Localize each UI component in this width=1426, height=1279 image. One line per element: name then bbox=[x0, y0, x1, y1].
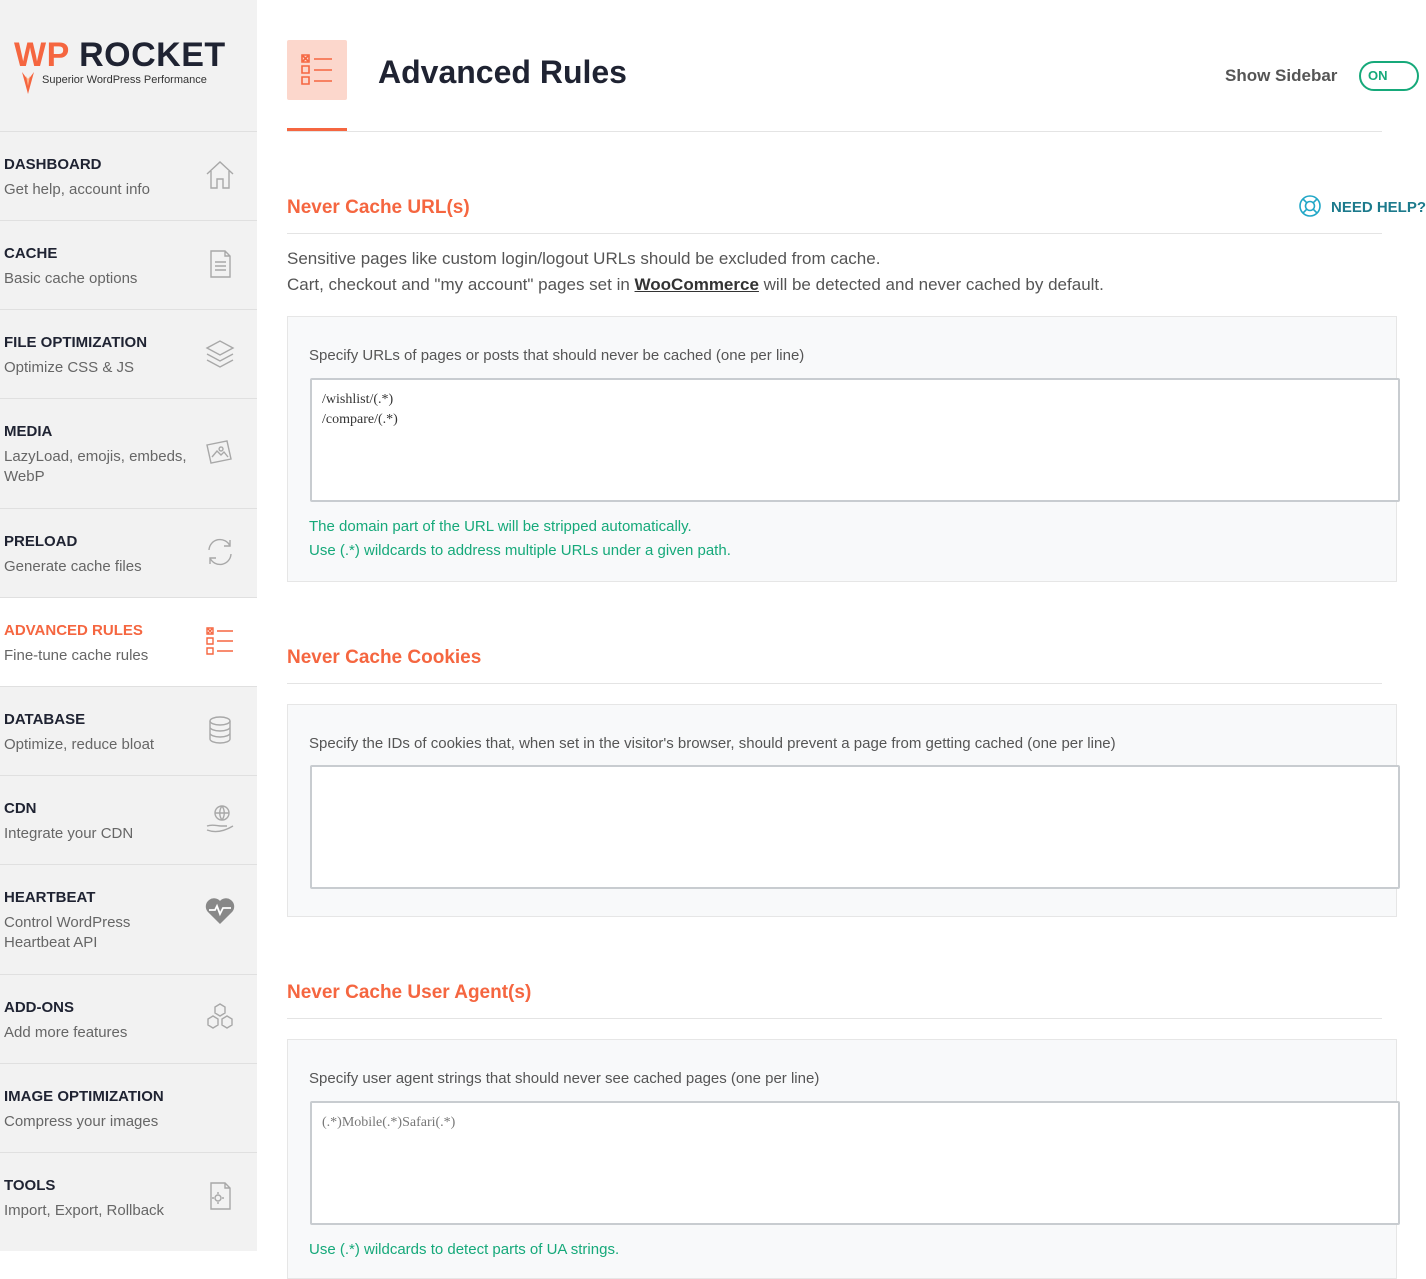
sidebar-item-heartbeat[interactable] bbox=[0, 864, 257, 974]
sidebar-item-file-optimization[interactable] bbox=[0, 309, 257, 398]
sidebar-item-add-ons[interactable] bbox=[0, 974, 257, 1063]
sidebar-item-title: DATABASE bbox=[4, 711, 86, 728]
sidebar-item-title: DASHBOARD bbox=[4, 156, 102, 173]
section-title-never-cache-cookies: Never Cache Cookies bbox=[287, 647, 482, 668]
heartbeat-icon bbox=[203, 893, 237, 927]
never-cache-user-agents-hint: Use (.*) wildcards to detect parts of UA strings. bbox=[309, 1241, 620, 1258]
never-cache-user-agents-label: Specify user agent strings that should never see cached pages (one per line) bbox=[309, 1070, 820, 1087]
file-gear-icon bbox=[203, 1179, 237, 1213]
need-help-label: NEED HELP? bbox=[1331, 199, 1426, 216]
sidebar-item-preload[interactable] bbox=[0, 508, 257, 597]
never-cache-user-agents-textarea[interactable] bbox=[310, 1101, 1400, 1225]
sidebar-item-subtitle: Get help, account info bbox=[4, 181, 150, 198]
never-cache-cookies-label: Specify the IDs of cookies that, when set in the visitor's browser, should prevent a page from getting cached (one per line) bbox=[309, 735, 1116, 752]
wp-rocket-logo[interactable] bbox=[14, 36, 244, 96]
sidebar-item-database[interactable] bbox=[0, 686, 257, 775]
sidebar-item-title: TOOLS bbox=[4, 1177, 56, 1194]
section-divider bbox=[287, 233, 1382, 234]
sidebar-item-subtitle: Compress your images bbox=[4, 1113, 159, 1130]
sidebar-item-title: PRELOAD bbox=[4, 533, 78, 550]
rocket-flame-icon bbox=[18, 72, 38, 96]
sidebar-item-media[interactable] bbox=[0, 398, 257, 508]
sidebar-item-title: ADVANCED RULES bbox=[4, 622, 143, 639]
sidebar-item-subtitle: Generate cache files bbox=[4, 558, 142, 575]
sidebar-item-advanced-rules[interactable] bbox=[0, 597, 257, 686]
sidebar-item-title: ADD-ONS bbox=[4, 999, 74, 1016]
logo-tagline: Superior WordPress Performance bbox=[42, 74, 207, 86]
page-title: Advanced Rules bbox=[378, 54, 627, 90]
logo-wordmark: WP ROCKET bbox=[14, 36, 226, 74]
never-cache-urls-textarea[interactable] bbox=[310, 378, 1400, 502]
sidebar-item-title: HEARTBEAT bbox=[4, 889, 96, 906]
sidebar bbox=[0, 0, 257, 1251]
sidebar-item-subtitle: Optimize, reduce bloat bbox=[4, 736, 155, 753]
sidebar-nav bbox=[0, 131, 257, 1241]
never-cache-urls-label: Specify URLs of pages or posts that should never be cached (one per line) bbox=[309, 347, 805, 364]
never-cache-urls-hint: The domain part of the URL will be stripped automatically. Use (.*) wildcards to address multiple URLs under a given path. bbox=[309, 518, 731, 559]
home-icon bbox=[203, 158, 237, 192]
never-cache-urls-description bbox=[287, 246, 1104, 298]
images-icon bbox=[203, 435, 237, 469]
section-title-never-cache-user-agents: Never Cache User Agent(s) bbox=[287, 982, 532, 1003]
advanced-rules-header-icon bbox=[287, 40, 347, 100]
sidebar-item-subtitle: Import, Export, Rollback bbox=[4, 1202, 165, 1219]
sidebar-item-image-optimization[interactable] bbox=[0, 1063, 257, 1152]
refresh-icon bbox=[203, 535, 237, 569]
show-sidebar-toggle[interactable] bbox=[1359, 61, 1419, 91]
section-title-never-cache-urls: Never Cache URL(s) bbox=[287, 197, 470, 218]
checklist-icon bbox=[299, 52, 335, 88]
checklist-icon bbox=[203, 624, 237, 658]
sidebar-item-title: CDN bbox=[4, 800, 37, 817]
section-divider bbox=[287, 683, 1382, 684]
sidebar-item-subtitle: Integrate your CDN bbox=[4, 825, 134, 842]
sidebar-item-tools[interactable] bbox=[0, 1152, 257, 1241]
section-divider bbox=[287, 1018, 1382, 1019]
layers-icon bbox=[203, 336, 237, 370]
main-content bbox=[257, 0, 1426, 1258]
never-cache-urls-field bbox=[287, 316, 1397, 582]
document-icon bbox=[203, 247, 237, 281]
sidebar-item-cache[interactable] bbox=[0, 220, 257, 309]
sidebar-item-subtitle: Add more features bbox=[4, 1024, 128, 1041]
sidebar-item-dashboard[interactable] bbox=[0, 131, 257, 220]
lifebuoy-icon bbox=[1298, 194, 1322, 218]
sidebar-item-subtitle: Optimize CSS & JS bbox=[4, 359, 135, 376]
header-divider bbox=[287, 131, 1382, 132]
globe-hand-icon bbox=[203, 802, 237, 836]
description-line: Sensitive pages like custom login/logout URLs should be excluded from cache. bbox=[287, 249, 881, 268]
sidebar-item-subtitle: LazyLoad, emojis, embeds, WebP bbox=[4, 448, 187, 485]
never-cache-cookies-textarea[interactable] bbox=[310, 765, 1400, 889]
never-cache-user-agents-field bbox=[287, 1039, 1397, 1279]
show-sidebar-label: Show Sidebar bbox=[1225, 66, 1338, 85]
database-icon bbox=[203, 713, 237, 747]
sidebar-item-subtitle: Control WordPress Heartbeat API bbox=[4, 914, 131, 951]
sidebar-item-cdn[interactable] bbox=[0, 775, 257, 864]
woocommerce-link[interactable]: WooCommerce bbox=[634, 275, 759, 294]
toggle-label: ON bbox=[1368, 68, 1388, 83]
sidebar-item-title: IMAGE OPTIMIZATION bbox=[4, 1088, 164, 1105]
sidebar-item-title: MEDIA bbox=[4, 423, 53, 440]
sidebar-item-subtitle: Basic cache options bbox=[4, 270, 138, 287]
cubes-icon bbox=[203, 1001, 237, 1035]
description-line: Cart, checkout and "my account" pages set in WooCommerce will be detected and never cached by default. bbox=[287, 275, 1104, 294]
sidebar-item-subtitle: Fine-tune cache rules bbox=[4, 647, 149, 664]
never-cache-cookies-field bbox=[287, 704, 1397, 917]
sidebar-item-title: CACHE bbox=[4, 245, 58, 262]
sidebar-item-title: FILE OPTIMIZATION bbox=[4, 334, 148, 351]
